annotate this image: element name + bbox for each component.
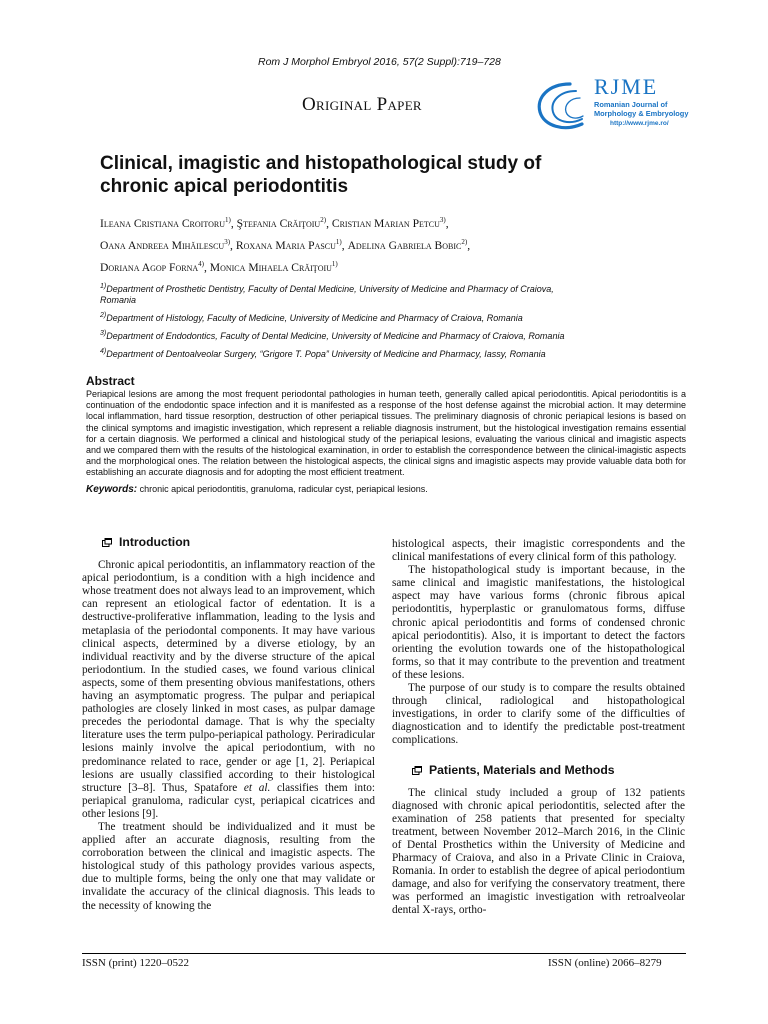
affiliation: $^{1)}$Department of Prosthetic Dentistry, Faculty of Dental Medicine, University of Medicine and Pharmacy of Craiova, Romania (100, 283, 554, 305)
author: Monica Mihaela Crăiţoiu$^{1)}$ (209, 259, 338, 274)
issn-online: ISSN (online) 2066–8279 (548, 957, 662, 969)
paper-title (100, 152, 620, 198)
logo-name: RJME (594, 74, 659, 99)
affiliation-list (100, 281, 660, 364)
paper-type-label: Original Paper (302, 94, 422, 115)
left-column (82, 536, 375, 913)
logo-subtitle-line-1: Romanian Journal of (594, 100, 668, 109)
logo-text (594, 76, 694, 127)
abstract-text: Periapical lesions are among the most frequent periodontal pathologies in human teeth, generally called apical periodontitis. Apical periodontitis is a continuation of the endodontic space infection and it is manifested as a response of the host defense against the microbial action. It may determine local inflammation, hard tissue resorption, destruction of other periapical tissues. The preliminary diagnosis of chronic periapical lesions is based on the clinical symptoms and imagistic investigation, which represent a reliable diagnosis instrument, but the histological investigation remains essential for a certain diagnosis. We performed a clinical and histological study of the periapical lesions, evaluating the various clinical and imagistic aspects and we compared them with the results of the histological examination, in order to establish the correspondence between the clinical-imagistic aspects and the morphological ones. The relation between the histological aspects, the clinical signs and imagistic aspects may provide valuable data both for establishing an accurate diagnosis and for adopting the most efficient treatment. (86, 389, 686, 478)
author: Doriana Agop Forna$^{4)}$, (100, 259, 210, 274)
abstract-section (86, 374, 686, 495)
logo-url-link[interactable]: http://www.rjme.ro/ (610, 120, 669, 127)
keywords-label: Keywords: (86, 483, 138, 495)
methods-paragraph: The clinical study included a group of 132 patients diagnosed with chronic apical periodontitis, selected after the examination of 258 patients that presented for specialty treatment, between November 2012–March 2016, in the Clinic of Dental Prosthetics within the University of Medicine and Pharmacy of Craiova, and also in a Private Clinic in Craiova, Romania. In order to establish the degree of apical periodontium damage, and also for verifying the conservatory treatment, there was performed an imagistic investigation with retroalveolar dental X-rays, ortho- (392, 786, 685, 917)
affiliation: $^{4)}$Department of Dentoalveolar Surgery, “Grigore T. Popa” University of Medicine and Pharmacy, Iassy, Romania (100, 348, 546, 359)
author-list (100, 211, 660, 277)
methods-heading: Patients, Materials and Methods (412, 764, 685, 777)
paper-title-line-2: chronic apical periodontitis (100, 176, 349, 197)
keywords-list: chronic apical periodontitis, granuloma, radicular cyst, periapical lesions. (139, 483, 428, 494)
body-paragraph: The purpose of our study is to compare the results obtained through clinical, radiological and histopathological investigations, in order to clarify some of the difficulties of diagnostication and to identify the predictable post-treatment complications. (392, 682, 685, 747)
affiliation: $^{2)}$Department of Histology, Faculty of Medicine, University of Medicine and Pharmacy of Craiova, Romania (100, 312, 523, 323)
introduction-heading: Introduction (102, 536, 375, 549)
abstract-heading: Abstract (86, 374, 135, 388)
footer-divider (82, 953, 686, 954)
introduction-paragraph: Chronic apical periodontitis, an inflammatory reaction of the apical periodontium, is a condition with a high incidence and whose treatment does not always lead to an improvement, which can represent an etiological factor of edentation. It is a destructive-proliferative inflammation, leading to the lysis and metaplasia of the periodontal components. It may have various clinical aspects, determined by a diverse etiology, by an individual reactivity and by the diverse structure of the apical periodontium. In the studied cases, we found various clinical aspects, some of them presenting obvious manifestations, others having an asymptomatic progress. The pulpar and periapical pathologies are closely linked in most cases, as pulpar damage precedes the periodontal damage. That is why the specialty literature uses the term pulpo-periapical pathology. Periradicular lesions mainly involve the apical periodontium, with no predominance related to race, gender or age [1, 2]. Periapical lesions are usually classified according to their histological structure [3–8]. Thus, Spatafore et al. classifies them into: periapical granuloma, radicular cyst, periapical cicatrices and other lesions [9]. (82, 559, 376, 820)
section-window-icon (102, 538, 112, 547)
author: Roxana Maria Pascu$^{1)}$, (235, 237, 348, 252)
author-line-2 (100, 233, 660, 255)
introduction-paragraph: The treatment should be individualized and it must be applied after an accurate diagnosis, resulting from the corroboration between the clinical and imagistic aspects. The histological study of this pathology provides various aspects, due to multiple forms, being the only one that may validate or invalidate the accuracy of the clinical diagnosis. This leads to the necessity of knowing the (82, 820, 375, 912)
author: Ştefania Crăiţoiu$^{2)}$, (236, 216, 332, 230)
right-column (392, 538, 685, 918)
section-window-icon (412, 766, 422, 775)
logo-subtitle (594, 100, 694, 118)
author-line-3 (100, 255, 660, 277)
author: Cristian Marian Petcu$^{3)}$, (331, 216, 449, 230)
journal-reference: Rom J Morphol Embryol 2016, 57(2 Suppl):719–728 (258, 56, 501, 68)
logo-subtitle-line-2: Morphology & Embryology (594, 109, 689, 118)
body-paragraph: histological aspects, their imagistic correspondents and the clinical manifestations of every clinical form of this pathology. (392, 538, 685, 564)
affiliation: $^{3)}$Department of Endodontics, Faculty of Dental Medicine, University of Medicine and Pharmacy of Craiova, Romania (100, 330, 565, 341)
author: Ileana Cristiana Croitoru$^{1)}$, (100, 216, 237, 230)
author: Adelina Gabriela Bobic$^{2)}$, (347, 237, 471, 252)
body-paragraph: The histopathological study is important because, in the same clinical and imagistic manifestations, the histological aspect may have various forms (chronic fibrous apical periodontitis, hyperplastic or granulomatous forms, diffuse chronic apical periodontitis and forms of condensed chronic apical periodontitis). Also, it is important to detect the factors orienting the evolution towards one of the histopathological forms, so that it may contribute to the prevention and treatment of these lesions. (392, 564, 685, 681)
author-line-1 (100, 211, 660, 233)
issn-print: ISSN (print) 1220–0522 (82, 957, 189, 969)
author: Oana Andreea Mihăilescu$^{3)}$, (100, 237, 236, 252)
keywords (86, 484, 686, 495)
paper-title-line-1: Clinical, imagistic and histopathological study of (100, 153, 542, 174)
